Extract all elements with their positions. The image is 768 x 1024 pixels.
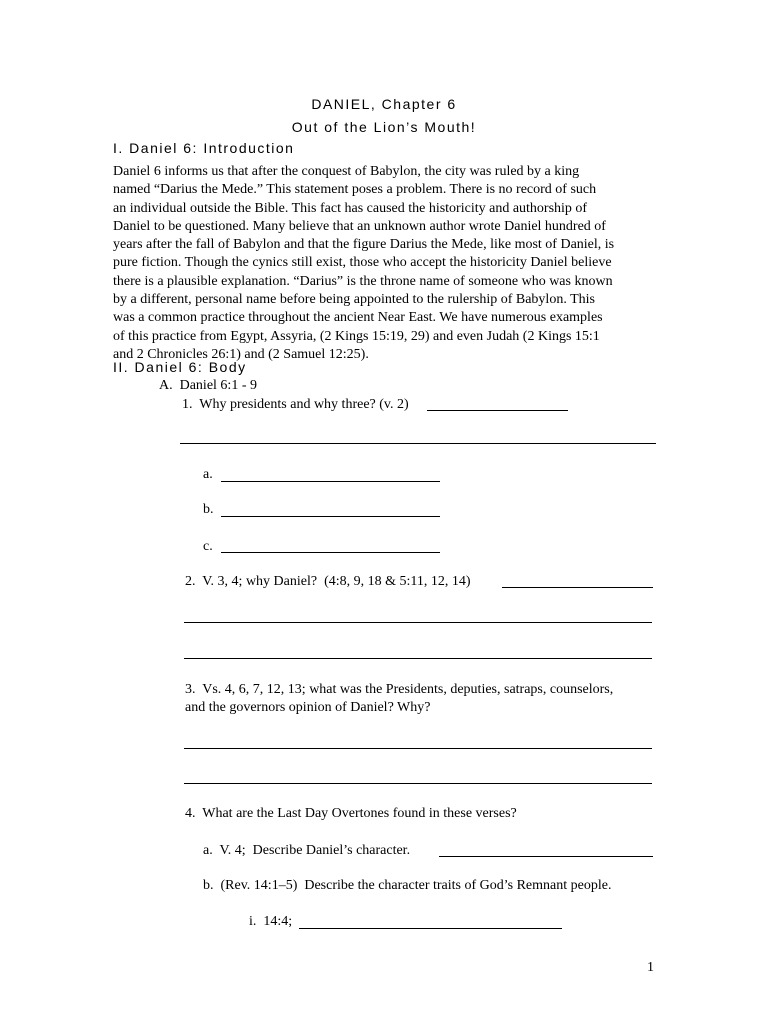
section-heading-body: II. Daniel 6: Body <box>113 359 247 375</box>
question-1-item-c: c. <box>203 539 213 554</box>
document-title: DANIEL, Chapter 6 <box>311 96 457 112</box>
question-1-item-a: a. <box>203 467 213 482</box>
question-4-item-b: b. (Rev. 14:1–5) Describe the character traits of God’s Remnant people. <box>203 878 612 893</box>
question-2: 2. V. 3, 4; why Daniel? (4:8, 9, 18 & 5:11, 12, 14) <box>185 574 471 589</box>
answer-line-q2-full-2 <box>184 658 652 659</box>
answer-line-q1-full <box>180 443 656 444</box>
question-3-line-2: and the governors opinion of Daniel? Why? <box>185 700 431 715</box>
answer-line-q2-full-1 <box>184 622 652 623</box>
section-heading-introduction: I. Daniel 6: Introduction <box>113 140 295 156</box>
question-4: 4. What are the Last Day Overtones found in these verses? <box>185 806 517 821</box>
answer-line-q4-a <box>439 856 653 857</box>
document-subtitle: Out of the Lion’s Mouth! <box>291 119 477 135</box>
page-number: 1 <box>647 960 654 975</box>
question-4-item-b-i: i. 14:4; <box>249 914 293 929</box>
answer-line-q4-b-i <box>299 928 562 929</box>
answer-line-q1-c <box>221 552 440 553</box>
intro-paragraph: Daniel 6 informs us that after the conquest of Babylon, the city was ruled by a king named “Darius the Mede.” This statement poses a problem. There is no record of such an individual outside the Bible. This fact has caused the historicity and authorship of Daniel to be questioned. Many believe that an unknown author wrote Daniel hundred of years after the fall of Babylon and that the figure Darius the Mede, like most of Daniel, is pure fiction. Though the cynics still exist, those who accept the historicity Daniel believe there is a plausible explanation. “Darius” is the throne name of someone who was known by a different, personal name before being appointed to the rulership of Babylon. This was a common practice throughout the ancient Near East. We have numerous examples of this practice from Egypt, Assyria, (2 Kings 15:19, 29) and even Judah (2 Kings 15:1 and 2 Chronicles 26:1) and (2 Samuel 12:25). <box>113 164 615 362</box>
answer-line-q3-2 <box>184 783 652 784</box>
answer-line-q1-b <box>221 516 440 517</box>
answer-line-q1 <box>427 410 568 411</box>
answer-line-q2 <box>502 587 653 588</box>
question-3-line-1: 3. Vs. 4, 6, 7, 12, 13; what was the Presidents, deputies, satraps, counselors, <box>185 682 614 697</box>
question-4-item-a: a. V. 4; Describe Daniel’s character. <box>203 843 411 858</box>
subsection-a-heading: A. Daniel 6:1 - 9 <box>159 378 257 393</box>
answer-line-q3-1 <box>184 748 652 749</box>
question-1-item-b: b. <box>203 502 214 517</box>
question-1: 1. Why presidents and why three? (v. 2) <box>182 397 409 412</box>
answer-line-q1-a <box>221 481 440 482</box>
